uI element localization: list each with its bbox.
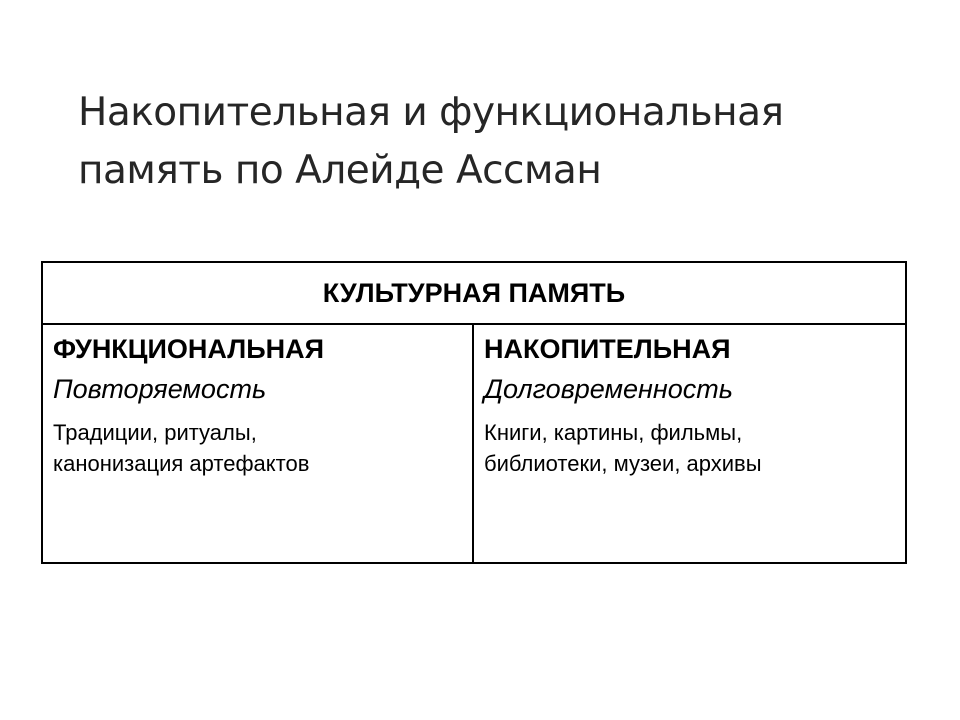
accumulative-memory-examples-line-1: Книги, картины, фильмы, <box>484 420 743 445</box>
slide-title-line-1: Накопительная и функциональная <box>78 90 784 136</box>
functional-memory-examples-line-2: канонизация артефактов <box>53 451 310 476</box>
accumulative-memory-examples-line-2: библиотеки, музеи, архивы <box>484 451 762 476</box>
slide-title <box>78 84 918 200</box>
functional-memory-examples <box>53 417 473 479</box>
table-border-bottom <box>41 562 907 564</box>
functional-memory-heading: ФУНКЦИОНАЛЬНАЯ <box>53 334 325 364</box>
cultural-memory-table <box>41 261 907 564</box>
table-header: КУЛЬТУРНАЯ ПАМЯТЬ <box>322 277 626 308</box>
accumulative-memory-cell <box>484 325 902 479</box>
functional-memory-cell <box>53 325 473 479</box>
slide-title-line-2: память по Алейде Ассман <box>78 148 602 194</box>
accumulative-memory-subtitle: Долговременность <box>484 374 733 404</box>
accumulative-memory-examples <box>484 417 902 479</box>
accumulative-memory-heading: НАКОПИТЕЛЬНАЯ <box>484 334 731 364</box>
functional-memory-examples-line-1: Традиции, ритуалы, <box>53 420 257 445</box>
functional-memory-subtitle: Повторяемость <box>53 374 267 404</box>
